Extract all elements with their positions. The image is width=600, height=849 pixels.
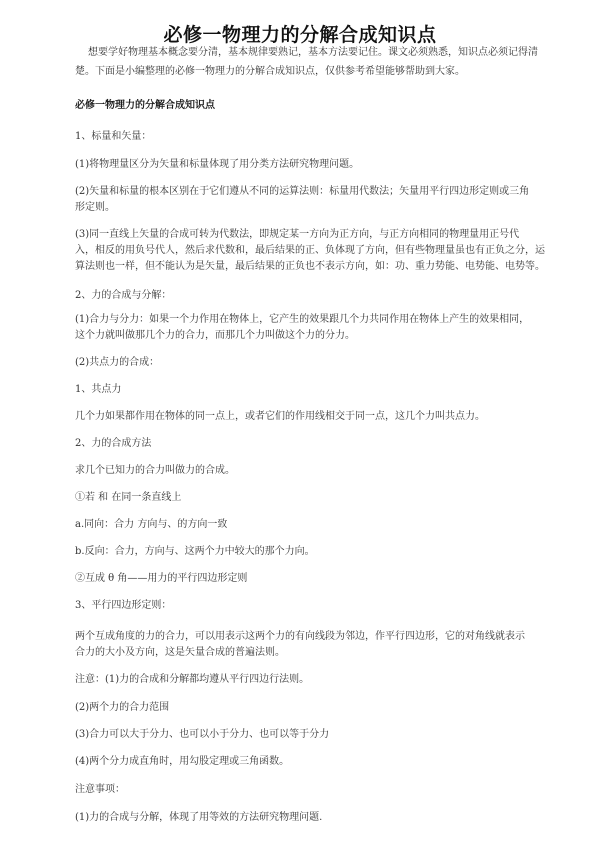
paragraph-line: 几个力如果都作用在物体的同一点上，或者它们的作用线相交于同一点，这几个力叫共点力。 bbox=[75, 411, 485, 422]
paragraph-line: 注意事项： bbox=[75, 784, 125, 795]
paragraph-line: 2、力的合成方法 bbox=[75, 438, 152, 449]
paragraph-line: 1、共点力 bbox=[75, 384, 122, 395]
paragraph-line: (2)矢量和标量的根本区别在于它们遵从不同的运算法则：标量用代数法；矢量用平行四边形定则或三角 bbox=[75, 186, 530, 197]
paragraph-line: (3)合力可以大于分力、也可以小于分力、也可以等于分力 bbox=[75, 729, 330, 740]
paragraph-line: 算法则也一样，但不能认为是矢量，最后结果的正负也不表示方向，如：功、重力势能、电势能、电势等。 bbox=[75, 261, 545, 272]
paragraph-line: (2)共点力的合成： bbox=[75, 357, 160, 368]
document-title: 必修一物理力的分解合成知识点 bbox=[163, 24, 437, 46]
paragraph-line: 两个互成角度的力的合力，可以用表示这两个力的有向线段为邻边，作平行四边形，它的对角线就表示 bbox=[75, 631, 525, 642]
paragraph-line: 求几个已知力的合力叫做力的合成。 bbox=[75, 465, 235, 476]
paragraph-line: 形定则。 bbox=[75, 202, 115, 213]
paragraph-line: ②互成 θ 角——用力的平行四边形定则 bbox=[75, 573, 248, 584]
paragraph-line: 2、力的合成与分解： bbox=[75, 290, 172, 301]
section-heading: 必修一物理力的分解合成知识点 bbox=[75, 100, 215, 111]
paragraph-line: b.反向：合力，方向与、这两个力中较大的那个力向。 bbox=[75, 546, 315, 557]
intro-line: 楚。下面是小编整理的必修一物理力的分解合成知识点，仅供参考希望能够帮助到大家。 bbox=[75, 66, 465, 77]
paragraph-line: (3)同一直线上矢量的合成可转为代数法，即规定某一方向为正方向，与正方向相同的物理量用正号代 bbox=[75, 229, 520, 240]
paragraph-line: a.同向：合力 方向与、的方向一致 bbox=[75, 519, 228, 530]
paragraph-line: 合力的大小及方向，这是矢量合成的普遍法则。 bbox=[75, 647, 285, 658]
intro-line: 想要学好物理基本概念要分清，基本规律要熟记，基本方法要记住。课文必须熟悉，知识点必须记得清 bbox=[88, 47, 538, 58]
paragraph-line: (4)两个分力成直角时，用勾股定理或三角函数。 bbox=[75, 756, 290, 767]
paragraph-line: 这个力就叫做那几个力的合力，而那几个力叫做这个力的分力。 bbox=[75, 330, 355, 341]
paragraph-line: (1)将物理量区分为矢量和标量体现了用分类方法研究物理问题。 bbox=[75, 159, 360, 170]
paragraph-line: 入，相反的用负号代人，然后求代数和，最后结果的正、负体现了方向，但有些物理量虽也有正负之分，运 bbox=[75, 245, 545, 256]
paragraph-line: (1)合力与分力：如果一个力作用在物体上，它产生的效果跟几个力共同作用在物体上产生的效果相同， bbox=[75, 314, 530, 325]
paragraph-line: ①若 和 在同一条直线上 bbox=[75, 492, 182, 503]
paragraph-line: (1)力的合成与分解，体现了用等效的方法研究物理问题. bbox=[75, 812, 323, 823]
paragraph-line: 注意：(1)力的合成和分解都均遵从平行四边行法则。 bbox=[75, 674, 310, 685]
paragraph-line: (2)两个力的合力范围 bbox=[75, 702, 170, 713]
paragraph-line: 3、平行四边形定则： bbox=[75, 600, 172, 611]
paragraph-line: 1、标量和矢量： bbox=[75, 131, 152, 142]
